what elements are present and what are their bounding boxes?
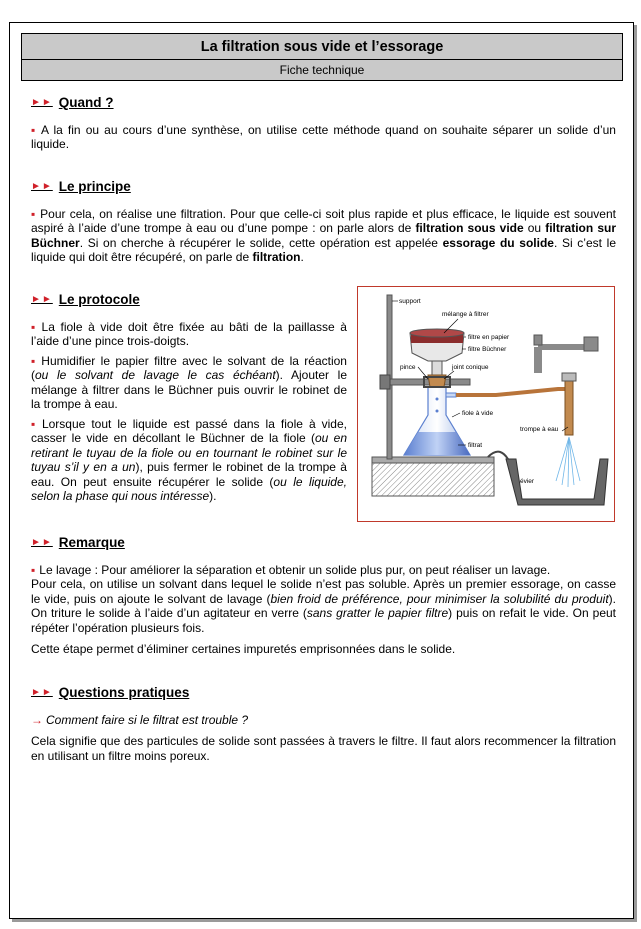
paragraph: ▪ Lorsque tout le liquide est passé dans la fiole à vide, casser le vide en décollant le Büchner de la fiole (ou en retirant le tuyau de la fiole ou en tournant le robinet sur le tuyau s’il y en a un), puis fermer le robinet de la trompe à eau. On peut ensuite récupérer le solide (ou le liquide, selon la phase qui nous intéresse).: [31, 416, 347, 503]
square-bullet-icon: ▪: [31, 353, 38, 368]
arrow-bullet-icon: ►►: [31, 537, 53, 548]
vacuum-tube: [456, 389, 568, 395]
arrow-bullet-icon: ►►: [31, 687, 53, 698]
paragraph: ▪ Le lavage : Pour améliorer la séparation et obtenir un solide plus pur, on peut réaliser un lavage. Pour cela, on utilise un solvant dans lequel le solide n’est pas soluble. Après un premier essorage, on casse le vide, puis on ajoute le solvant de lavage (bien froid de préférence, pour minimiser la solubilité du produit). On triture le solide à l’aide d’un agitateur en verre (sans gratter le papier filtre) puis on refait le vide. On peut répéter l’opération plusieurs fois.: [31, 562, 616, 635]
paragraph: Cette étape permet d’éliminer certaines impuretés emprisonnées dans le solide.: [31, 642, 456, 656]
label-trompe: trompe à eau: [520, 426, 559, 433]
square-bullet-icon: ▪: [31, 319, 38, 334]
section-protocole: [31, 293, 347, 504]
title-box: [21, 33, 623, 81]
square-bullet-icon: ▪: [31, 416, 38, 431]
square-bullet-icon: ▪: [31, 206, 37, 221]
paragraph: ▪ A la fin ou au cours d’une synthèse, on utilise cette méthode quand on souhaite séparer un solide d’un liquide.: [31, 122, 616, 151]
label-pince: pince: [400, 364, 416, 371]
arrow-bullet-icon: ►►: [31, 97, 53, 108]
label-evier: évier: [520, 478, 535, 485]
paragraph: ▪ Pour cela, on réalise une filtration. Pour que celle-ci soit plus rapide et plus efficace, le liquide est souvent aspiré à l’aide d’une trompe à eau ou d’une pompe : on parle alors de filtration sous vide ou filtration sur Büchner. Si on cherche à récupérer le solide, cette opération est appelée essorage du solide. Si c’est le liquide qui doit être récupéré, on parle de filtration.: [31, 206, 616, 264]
bench-base: [372, 462, 494, 496]
label-filtre-buchner: filtre Büchner: [468, 346, 507, 353]
paragraph: ▪ Humidifier le papier filtre avec le solvant de la réaction (ou le solvant de lavage le cas échéant). Ajouter le mélange à filtrer dans le Büchner puis ouvrir le robinet de la trompe à eau.: [31, 353, 347, 411]
section-quand: [31, 96, 616, 152]
square-bullet-icon: ▪: [31, 122, 38, 137]
section-questions: [31, 686, 616, 763]
section-remarque: [31, 536, 616, 657]
label-joint: joint conique: [452, 364, 489, 371]
question: → Comment faire si le filtrat est trouble ?: [31, 712, 249, 727]
section-heading: Questions pratiques: [58, 685, 190, 700]
section-heading: Remarque: [58, 535, 125, 550]
water-pump: [565, 377, 573, 435]
square-bullet-icon: ▪: [31, 562, 36, 577]
arrow-bullet-icon: ►►: [31, 294, 53, 305]
section-heading: Le protocole: [58, 292, 140, 307]
paragraph: ▪ La fiole à vide doit être fixée au bâti de la paillasse à l’aide d’une pince trois-doigts.: [31, 319, 347, 348]
label-melange: mélange à filtrer: [442, 311, 489, 318]
page-title: La filtration sous vide et l’essorage: [22, 34, 622, 60]
label-filtre-papier: filtre en papier: [468, 334, 510, 341]
page-subtitle: Fiche technique: [22, 60, 622, 80]
answer: Cela signifie que des particules de solide sont passées à travers le filtre. Il faut alors recommencer la filtration en utilisant un filtre moins poreux.: [31, 734, 616, 763]
label-support: support: [399, 298, 421, 305]
label-filtrat: filtrat: [468, 442, 483, 449]
section-principe: [31, 180, 616, 265]
arrow-bullet-icon: ►►: [31, 181, 53, 192]
right-arrow-icon: →: [31, 712, 43, 727]
filtration-diagram: [357, 286, 615, 522]
section-heading: Quand ?: [58, 95, 114, 110]
label-fiole: fiole à vide: [462, 410, 494, 417]
filtrate: [404, 432, 470, 455]
section-heading: Le principe: [58, 179, 131, 194]
